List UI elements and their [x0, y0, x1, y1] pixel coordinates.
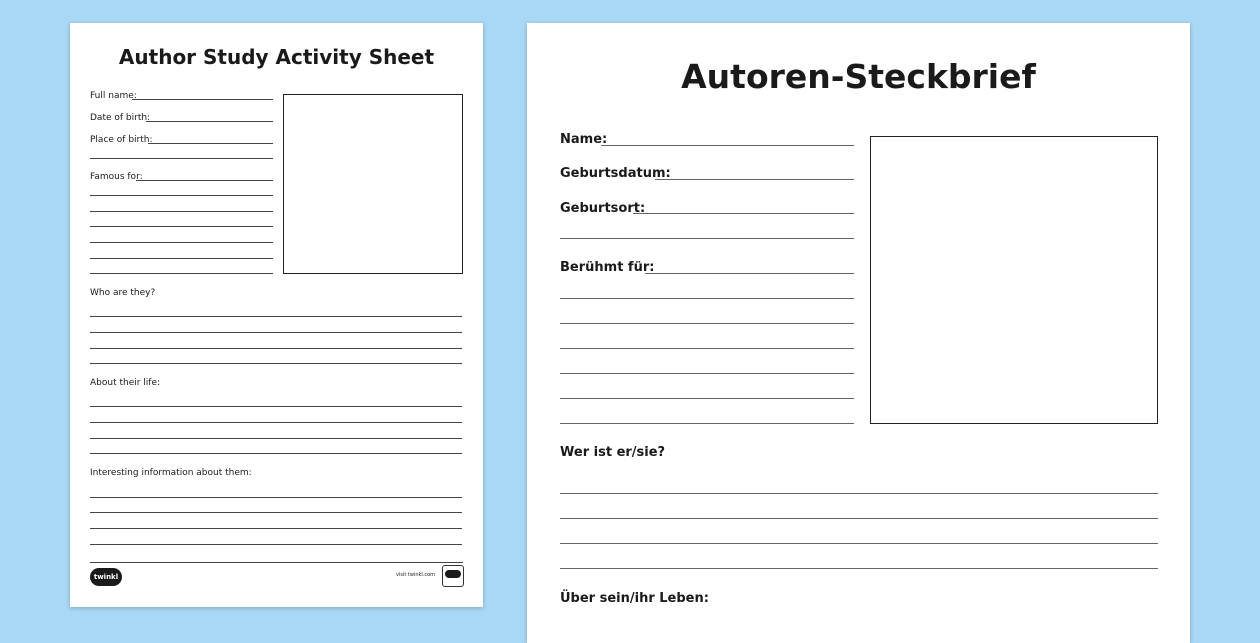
who-line-4[interactable] — [560, 568, 1158, 569]
date-of-birth-line[interactable] — [146, 121, 273, 122]
author-photo-box[interactable] — [283, 94, 463, 274]
place-of-birth-label: Place of birth: — [90, 135, 153, 145]
famous-for-label: Famous for: — [90, 172, 143, 182]
place-of-birth-line-2[interactable] — [90, 158, 273, 159]
birth-date-line[interactable] — [655, 179, 854, 180]
author-photo-box[interactable] — [870, 136, 1158, 424]
famous-for-line-2[interactable] — [560, 298, 854, 299]
activity-sheet-english — [70, 23, 483, 607]
who-line-3[interactable] — [90, 348, 462, 349]
famous-for-line-4[interactable] — [90, 226, 273, 227]
info-line-2[interactable] — [90, 512, 462, 513]
name-label: Name: — [560, 132, 608, 147]
twinkl-badge-icon — [442, 565, 464, 587]
sheet-title: Autoren-Steckbrief — [681, 57, 1036, 96]
famous-for-line-7[interactable] — [560, 423, 854, 424]
famous-for-line-5[interactable] — [560, 373, 854, 374]
info-line-1[interactable] — [90, 497, 462, 498]
life-line-4[interactable] — [90, 453, 462, 454]
life-line-1[interactable] — [90, 406, 462, 407]
activity-sheet-german — [527, 23, 1190, 643]
twinkl-logo: twinkl — [90, 568, 122, 586]
who-line-2[interactable] — [560, 518, 1158, 519]
about-their-life-label: About their life: — [90, 378, 161, 388]
famous-for-line[interactable] — [645, 273, 854, 274]
sheet-title: Author Study Activity Sheet — [118, 45, 435, 69]
info-line-3[interactable] — [90, 528, 462, 529]
who-label: Wer ist er/sie? — [560, 445, 666, 460]
interesting-info-label: Interesting information about them: — [90, 468, 252, 478]
name-line[interactable] — [601, 145, 854, 146]
famous-for-line-5[interactable] — [90, 242, 273, 243]
full-name-label: Full name: — [90, 91, 137, 101]
footer-url: visit twinkl.com — [396, 572, 436, 578]
famous-for-line-3[interactable] — [560, 323, 854, 324]
famous-for-line-4[interactable] — [560, 348, 854, 349]
info-line-4[interactable] — [90, 544, 462, 545]
who-line-4[interactable] — [90, 363, 462, 364]
place-of-birth-line[interactable] — [148, 143, 273, 144]
full-name-line[interactable] — [132, 99, 273, 100]
who-line-2[interactable] — [90, 332, 462, 333]
famous-for-line-3[interactable] — [90, 211, 273, 212]
who-line-1[interactable] — [560, 493, 1158, 494]
famous-for-line[interactable] — [136, 180, 273, 181]
famous-for-line-2[interactable] — [90, 195, 273, 196]
who-are-they-label: Who are they? — [90, 288, 156, 298]
famous-for-line-6[interactable] — [560, 398, 854, 399]
life-line-2[interactable] — [90, 422, 462, 423]
birth-place-label: Geburtsort: — [560, 201, 646, 216]
who-line-3[interactable] — [560, 543, 1158, 544]
life-label: Über sein/ihr Leben: — [560, 591, 709, 606]
footer-rule — [90, 562, 463, 563]
date-of-birth-label: Date of birth: — [90, 113, 151, 123]
life-line-3[interactable] — [90, 438, 462, 439]
famous-for-line-6[interactable] — [90, 258, 273, 259]
who-line-1[interactable] — [90, 316, 462, 317]
famous-for-label: Berühmt für: — [560, 260, 655, 275]
birth-date-label: Geburtsdatum: — [560, 166, 671, 181]
birth-place-line[interactable] — [633, 213, 854, 214]
birth-place-line-2[interactable] — [560, 238, 854, 239]
famous-for-line-7[interactable] — [90, 273, 273, 274]
